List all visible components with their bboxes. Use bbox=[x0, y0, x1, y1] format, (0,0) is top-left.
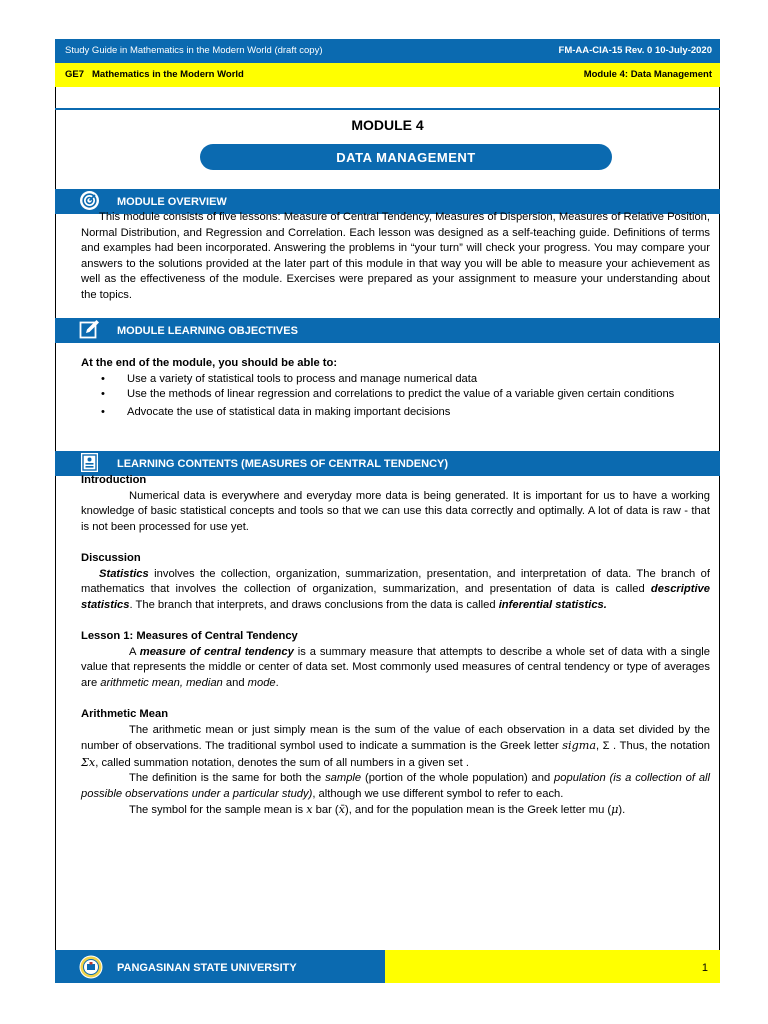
course-code: GE7 bbox=[65, 69, 85, 80]
term-statistics: Statistics bbox=[99, 567, 149, 580]
arithmetic-mean-paragraph-3: The symbol for the sample mean is x bar (x̄), and for the population mean is the Greek letter mu (μ). bbox=[129, 803, 626, 817]
introduction-title: Introduction bbox=[81, 474, 147, 486]
doc-title: Study Guide in Mathematics in the Modern World (draft copy) bbox=[65, 45, 323, 56]
page-number: 1 bbox=[701, 962, 708, 974]
discussion-paragraph: Statistics involves the collection, organization, summarization, presentation, and interpretation of data. The branch of mathematics that involves the collection of organization, summarization, and presentation of data is called descriptive statistics. The branch that interprets, and draws conclusions from the data is called inferential statistics. bbox=[81, 567, 710, 611]
arithmetic-mean-paragraph-2: The definition is the same for both the sample (portion of the whole population) and population (is a collection of all possible observations under a particular study), although we use different symbol to refer to each. bbox=[81, 772, 711, 800]
course-name: Mathematics in the Modern World bbox=[92, 69, 244, 80]
section-contents-heading: LEARNING CONTENTS (MEASURES OF CENTRAL TENDENCY) bbox=[117, 458, 449, 470]
footer-page-bar bbox=[385, 950, 720, 983]
contents-block bbox=[81, 473, 710, 819]
doc-code: FM-AA-CIA-15 Rev. 0 10-July-2020 bbox=[558, 45, 712, 56]
introduction-paragraph: Numerical data is everywhere and everyday more data is being generated. It is important for us to have a working knowledge of basic statistical concepts and tools so that we can use this data correctly and optimally. A lot of data is raw - that is not been processed for use yet. bbox=[81, 489, 710, 533]
footer-university-name: PANGASINAN STATE UNIVERSITY bbox=[117, 962, 297, 974]
objective-item: • Use a variety of statistical tools to process and manage numerical data bbox=[127, 372, 710, 388]
term-inferential-statistics: inferential statistics. bbox=[498, 598, 607, 611]
document-header bbox=[55, 39, 720, 63]
module-ref: Module 4: Data Management bbox=[583, 69, 712, 80]
objectives-list bbox=[81, 372, 710, 421]
objective-item: • Use the methods of linear regression and correlations to predict the value of a variable given certain conditions bbox=[127, 387, 710, 403]
section-objectives-heading: MODULE LEARNING OBJECTIVES bbox=[117, 325, 298, 337]
module-title: DATA MANAGEMENT bbox=[200, 144, 612, 170]
overview-paragraph: This module consists of five lessons: Measure of Central Tendency, Measures of Dispersion, Measures of Relative Position, Normal Distribution, and Regression and Correlation. Each lesson was designed as a self-teaching guide. Definitions of terms and examples had been incorporated. Answering the problems in “your turn” will check your progress. You may compare your answers to the solutions provided at the later part of this module in that way you will be able to measure your achievement as well as the effectiveness of the module. Exercises were prepared as your assignment to measure your understanding about the topics. bbox=[81, 211, 710, 301]
target-icon bbox=[79, 190, 100, 211]
section-overview-heading: MODULE OVERVIEW bbox=[117, 196, 227, 208]
objectives-block bbox=[81, 356, 710, 420]
term-descriptive-statistics: descriptive statistics bbox=[81, 583, 710, 611]
course-header bbox=[55, 63, 720, 87]
footer-university-bar bbox=[55, 950, 385, 983]
course-label bbox=[65, 69, 252, 80]
lesson-paragraph: A measure of central tendency is a summary measure that attempts to describe a whole set of data with a single value that represents the middle or center of data set. Most commonly used measures of central tendency or type of averages are arithmetic mean, median and mode. bbox=[81, 645, 710, 689]
clipboard-icon bbox=[79, 452, 100, 473]
discussion-title: Discussion bbox=[81, 551, 141, 564]
lesson-title: Lesson 1: Measures of Central Tendency bbox=[81, 629, 298, 642]
objectives-intro: At the end of the module, you should be able to: bbox=[81, 357, 338, 369]
arithmetic-mean-title: Arithmetic Mean bbox=[81, 707, 169, 720]
overview-text-block bbox=[81, 210, 710, 304]
edit-icon bbox=[79, 319, 100, 340]
objective-item: • Advocate the use of statistical data in making important decisions bbox=[127, 405, 710, 421]
module-number: MODULE 4 bbox=[351, 117, 424, 133]
term-measure-of-central-tendency: measure of central tendency bbox=[139, 645, 294, 658]
arithmetic-mean-paragraph-1: The arithmetic mean or just simply mean is the sum of the value of each observation in a data set divided by the number of observations. The traditional symbol used to indicate a summation is the Greek letter sigma, Σ . Thus, the notation Σx, called summation notation, denotes the sum of all numbers in a given set . bbox=[81, 723, 710, 769]
university-seal-icon bbox=[79, 955, 103, 979]
divider bbox=[55, 108, 720, 110]
section-objectives-bar bbox=[55, 318, 720, 343]
